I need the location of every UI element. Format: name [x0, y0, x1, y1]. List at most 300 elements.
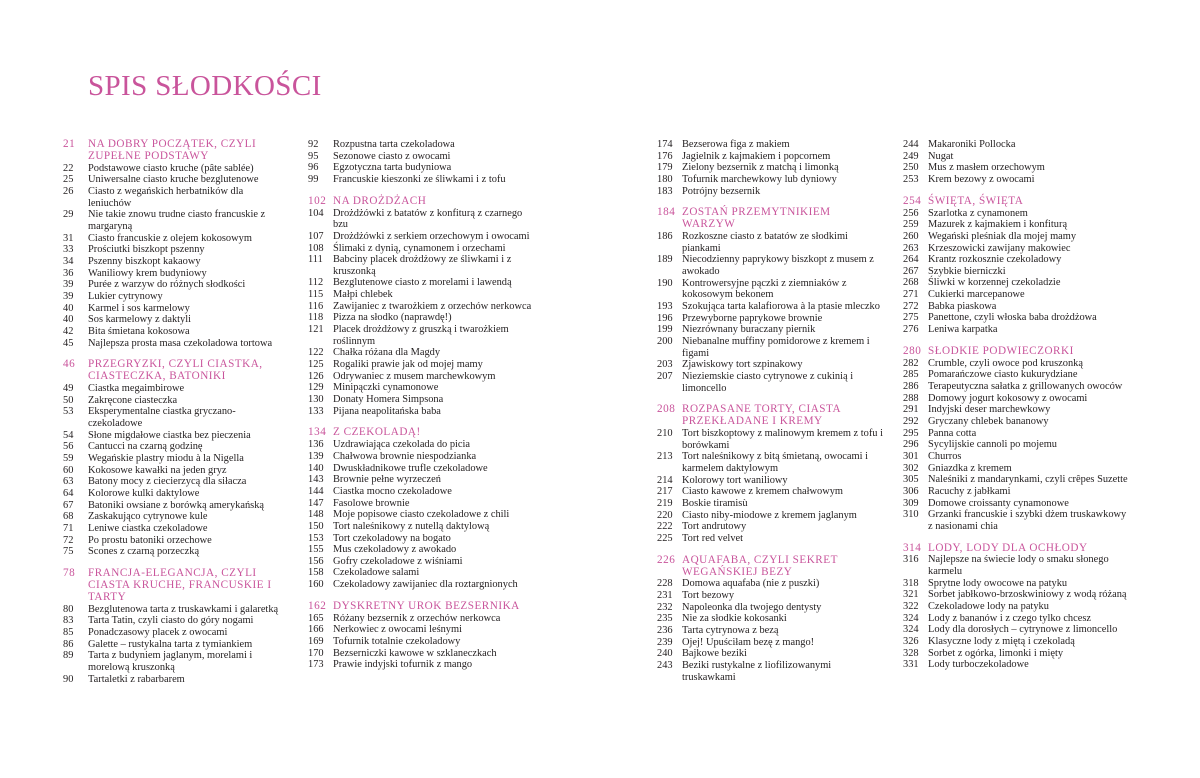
section-title: NA DOBRY POCZĄTEK, CZYLI ZUPEŁNE PODSTAWY [88, 138, 257, 162]
recipe-title: Sorbet z ogórka, limonki i mięty [928, 647, 1064, 659]
section-title: Z CZEKOLADĄ! [333, 426, 421, 439]
page-number: 71 [63, 523, 74, 534]
page-number: 268 [903, 277, 919, 289]
toc-entry [63, 441, 289, 453]
page-number: 150 [308, 520, 324, 532]
recipe-title: Klasyczne lody z miętą i czekoladą [928, 636, 1075, 647]
page-number: 80 [63, 603, 74, 615]
page-title: SPIS SŁODKOŚCI [88, 70, 322, 102]
page-number: 193 [657, 301, 673, 313]
toc-entry [63, 430, 289, 442]
page-number: 78 [63, 566, 76, 579]
recipe-title: Tort biszkoptowy z malinowym kremem z tofu i borówkami [682, 428, 883, 451]
recipe-title: Niebanalne muffiny pomidorowe z kremem i figami [682, 336, 870, 359]
toc-entry [308, 371, 534, 383]
toc-entry [657, 313, 883, 325]
page-number: 235 [657, 613, 673, 625]
page-number: 169 [308, 636, 324, 647]
recipe-title: Nie za słodkie kokosanki [682, 613, 787, 625]
toc-entry [63, 268, 289, 280]
toc-entry [657, 371, 883, 394]
toc-entry [657, 254, 883, 277]
toc-entry [308, 174, 534, 186]
page-number: 59 [63, 453, 74, 465]
toc-entry [657, 486, 883, 498]
toc-entry [657, 151, 883, 163]
toc-entry [308, 139, 534, 151]
toc-column-4 [903, 139, 1129, 671]
page-number: 179 [657, 162, 673, 174]
recipe-title: Uzdrawiająca czekolada do picia [333, 439, 471, 451]
recipe-title: Ciasto niby-miodowe z kremem jaglanym [682, 509, 857, 521]
recipe-title: Krzeszowicki zawijany makowiec [928, 242, 1071, 254]
toc-entry [63, 604, 289, 616]
page-number: 125 [308, 359, 324, 371]
toc-entry [63, 546, 289, 558]
page-number: 190 [657, 277, 673, 289]
toc-entry [903, 369, 1129, 381]
toc-entry [63, 174, 289, 186]
page-number: 260 [903, 230, 919, 242]
recipe-title: Nerkowiec z owocami leśnymi [333, 624, 462, 636]
toc-entry [903, 266, 1129, 278]
recipe-title: Tartaletki z rabarbarem [88, 673, 185, 685]
toc-entry [308, 533, 534, 545]
page-number: 239 [657, 636, 673, 648]
page-number: 228 [657, 578, 673, 590]
recipe-title: Gniazdka z kremem [928, 462, 1012, 474]
toc-entry [63, 163, 289, 175]
recipe-title: Ciasto kawowe z kremem chałwowym [682, 486, 844, 498]
recipe-title: Jagielnik z kajmakiem i popcornem [682, 150, 831, 162]
recipe-title: Zaskakująco cytrynowe kule [88, 511, 208, 523]
recipe-title: Moje popisowe ciasto czekoladowe z chili [333, 509, 510, 521]
page-number: 165 [308, 612, 324, 624]
recipe-title: Domowy jogurt kokosowy z owocami [928, 392, 1088, 404]
page-number: 111 [308, 254, 323, 266]
page-number: 143 [308, 474, 324, 486]
page-number: 53 [63, 406, 74, 418]
toc-entry [903, 219, 1129, 231]
toc-entry [63, 511, 289, 523]
page-number: 40 [63, 302, 74, 314]
page-number: 122 [308, 347, 324, 359]
recipe-title: Beziki rustykalne z liofilizowanymi truskawkami [682, 660, 832, 683]
toc-entry [903, 554, 1129, 577]
page-number: 331 [903, 659, 919, 671]
page-number: 244 [903, 139, 919, 150]
recipe-title: Szarlotka z cynamonem [928, 207, 1028, 219]
section-title: PRZEGRYZKI, CZYLI CIASTKA, CIASTECZKA, BATONIKI [88, 358, 263, 383]
toc-entry [903, 613, 1129, 625]
recipe-title: Różany bezsernik z orzechów nerkowca [333, 612, 501, 624]
page-number: 33 [63, 244, 74, 256]
recipe-title: Prościutki biszkopt pszenny [88, 244, 205, 256]
toc-entry [903, 301, 1129, 313]
toc-entry [63, 535, 289, 547]
page-number: 183 [657, 185, 673, 197]
recipe-title: Gofry czekoladowe z wiśniami [333, 555, 463, 567]
section-title: ROZPASANE TORTY, CIASTA PRZEKŁADANE I KREMY [682, 403, 841, 428]
page-number: 67 [63, 499, 74, 511]
page-number: 217 [657, 486, 673, 498]
page-number: 133 [308, 405, 324, 417]
recipe-title: Wegańskie plastry miodu à la Nigella [88, 453, 244, 465]
page-number: 155 [308, 544, 324, 556]
toc-entry [903, 139, 1129, 151]
toc-entry [657, 475, 883, 487]
recipe-title: Batony mocy z ciecierzycą dla siłacza [88, 476, 247, 488]
recipe-title: Uniwersalne ciasto kruche bezglutenowe [88, 174, 259, 186]
page-number: 136 [308, 439, 324, 451]
recipe-title: Placek drożdżowy z gruszką i twarożkiem roślinnym [333, 324, 509, 347]
page-number: 49 [63, 383, 74, 395]
toc-entry [657, 521, 883, 533]
toc-entry [308, 231, 534, 243]
page-number: 291 [903, 404, 919, 416]
section-title: NA DROŻDŻACH [333, 194, 427, 207]
page-number: 129 [308, 382, 324, 394]
recipe-title: Potrójny bezsernik [682, 185, 761, 197]
page-number: 162 [308, 599, 327, 612]
page-number: 158 [308, 567, 324, 579]
toc-entry [308, 324, 534, 347]
page-number: 309 [903, 497, 919, 509]
toc-entry [657, 278, 883, 301]
page-number: 116 [308, 300, 324, 312]
recipe-title: Chałwowa brownie niespodzianka [333, 450, 477, 462]
toc-entry [903, 463, 1129, 475]
page-number: 36 [63, 267, 74, 279]
toc-section-heading [308, 601, 534, 613]
toc-entry [657, 451, 883, 474]
section-title: ZOSTAŃ PRZEMYTNIKIEM WARZYW [682, 206, 831, 231]
toc-entry [657, 602, 883, 614]
page-number: 68 [63, 511, 74, 523]
recipe-title: Pomarańczowe ciasto kukurydziane [928, 369, 1078, 381]
toc-entry [903, 486, 1129, 498]
recipe-title: Panettone, czyli włoska baba drożdżowa [928, 312, 1097, 324]
toc-section-heading [903, 346, 1129, 358]
toc-section-heading [308, 196, 534, 208]
toc-entry [903, 659, 1129, 671]
page-number: 104 [308, 207, 324, 219]
page-number: 282 [903, 357, 919, 369]
page-number: 72 [63, 534, 74, 546]
toc-entry [308, 359, 534, 371]
recipe-title: Mus z masłem orzechowym [928, 162, 1045, 174]
toc-column-3 [657, 139, 883, 683]
page-number: 203 [657, 359, 673, 371]
recipe-title: Ciastka megaimbirowe [88, 383, 185, 395]
recipe-title: Terapeutyczna sałatka z grillowanych owoców [928, 380, 1123, 392]
recipe-title: Indyjski deser marchewkowy [928, 404, 1051, 416]
page-number: 272 [903, 300, 919, 312]
page-number: 166 [308, 624, 324, 636]
toc-entry [308, 208, 534, 231]
recipe-title: Purée z warzyw do różnych słodkości [88, 279, 246, 291]
recipe-title: Tarta z budyniem jaglanym, morelami i morelową kruszonką [88, 650, 253, 673]
toc-entry [308, 648, 534, 660]
recipe-title: Najlepsza prosta masa czekoladowa tortowa [88, 337, 273, 349]
toc-column-2 [308, 139, 534, 671]
page-number: 170 [308, 647, 324, 659]
toc-entry [308, 556, 534, 568]
page-number: 301 [903, 450, 919, 462]
recipe-title: Chałka różana dla Magdy [333, 347, 441, 359]
recipe-title: Rogaliki prawie jak od mojej mamy [333, 359, 483, 371]
recipe-title: Tort red velvet [682, 533, 744, 544]
toc-entry [657, 625, 883, 637]
toc-entry [657, 231, 883, 254]
toc-entry [657, 336, 883, 359]
page-number: 42 [63, 326, 74, 337]
toc-entry [308, 624, 534, 636]
toc-entry [657, 533, 883, 545]
recipe-title: Makaroniki Pollocka [928, 139, 1016, 150]
toc-entry [308, 277, 534, 289]
page-number: 296 [903, 439, 919, 451]
page-number: 253 [903, 173, 919, 185]
toc-entry [63, 476, 289, 488]
toc-entry [903, 589, 1129, 601]
page-number: 196 [657, 312, 673, 324]
toc-entry [657, 139, 883, 151]
recipe-title: Tort naleśnikowy z nutellą daktylową [333, 520, 490, 532]
toc-section-heading [657, 207, 883, 231]
toc-entry [903, 498, 1129, 510]
section-title: DYSKRETNY UROK BEZSERNIKA [333, 599, 520, 612]
toc-entry [63, 314, 289, 326]
page-number: 156 [308, 555, 324, 567]
page-number: 34 [63, 256, 74, 268]
recipe-title: Lody z bananów i z czego tylko chcesz [928, 612, 1092, 624]
recipe-title: Zielony bezsernik z matchą i limonką [682, 162, 839, 174]
recipe-title: Gryczany chlebek bananowy [928, 415, 1049, 427]
recipe-title: Tort naleśnikowy z bitą śmietaną, owocami i karmelem daktylowym [682, 451, 868, 475]
page-number: 31 [63, 232, 74, 244]
page-number: 54 [63, 429, 74, 441]
recipe-title: Fasolowe brownie [333, 497, 410, 509]
recipe-title: Ciasto z wegańskich herbatników dla leniuchów [88, 186, 244, 209]
page-number: 29 [63, 209, 74, 221]
toc-entry [63, 406, 289, 429]
toc-entry [903, 624, 1129, 636]
toc-entry [63, 279, 289, 291]
page-number: 259 [903, 219, 919, 231]
recipe-title: Mus czekoladowy z awokado [333, 544, 457, 556]
recipe-title: Sycylijskie cannoli po mojemu [928, 439, 1058, 451]
recipe-title: Przewyborne paprykowe brownie [682, 312, 823, 324]
page-number: 83 [63, 615, 74, 627]
toc-entry [308, 243, 534, 255]
toc-entry [63, 233, 289, 245]
page-number: 256 [903, 207, 919, 219]
page-number: 176 [657, 150, 673, 162]
toc-entry [903, 601, 1129, 613]
page-number: 107 [308, 230, 324, 242]
recipe-title: Śliwki w korzennej czekoladzie [928, 277, 1061, 289]
recipe-title: Krem bezowy z owocami [928, 173, 1035, 185]
toc-entry [63, 338, 289, 350]
toc-entry [308, 509, 534, 521]
toc-entry [903, 428, 1129, 440]
page-number: 39 [63, 291, 74, 303]
recipe-title: Pijana neapolitańska baba [333, 405, 441, 417]
toc-entry [308, 567, 534, 579]
toc-entry [308, 498, 534, 510]
toc-entry [308, 474, 534, 486]
toc-entry [657, 498, 883, 510]
page-number: 249 [903, 150, 919, 162]
recipe-title: Scones z czarną porzeczką [88, 546, 200, 558]
recipe-title: Słone migdałowe ciastka bez pieczenia [88, 429, 251, 441]
toc-entry [63, 291, 289, 303]
toc-section-heading [657, 404, 883, 428]
toc-entry [657, 578, 883, 590]
toc-section-heading [657, 555, 883, 579]
toc-entry [903, 648, 1129, 660]
page-number: 64 [63, 488, 74, 500]
toc-entry [657, 301, 883, 313]
page-number: 292 [903, 415, 919, 427]
toc-entry [308, 659, 534, 671]
toc-entry [903, 416, 1129, 428]
recipe-title: Szybkie bierniczki [928, 265, 1006, 277]
page-number: 186 [657, 231, 673, 243]
recipe-title: Podstawowe ciasto kruche (pâte sablée) [88, 162, 254, 174]
toc-section-heading [903, 543, 1129, 555]
page-number: 46 [63, 358, 76, 371]
recipe-title: Sos karmelowy z daktyli [88, 314, 192, 326]
toc-entry [657, 162, 883, 174]
toc-entry [903, 289, 1129, 301]
toc-entry [903, 578, 1129, 590]
toc-column-1 [63, 139, 289, 685]
page-number: 236 [657, 625, 673, 637]
recipe-title: Dwuskładnikowe trufle czekoladowe [333, 462, 488, 474]
page-number: 102 [308, 194, 327, 207]
recipe-title: Zakręcone ciasteczka [88, 394, 178, 406]
page-number: 40 [63, 314, 74, 326]
recipe-title: Bajkowe beziki [682, 648, 747, 660]
recipe-title: Nieziemskie ciasto cytrynowe z cukinią i limoncello [682, 370, 854, 394]
recipe-title: Ciastka mocno czekoladowe [333, 485, 452, 497]
toc-entry [308, 579, 534, 591]
recipe-title: Czekoladowe lody na patyku [928, 601, 1049, 613]
toc-entry [308, 347, 534, 359]
toc-entry [657, 186, 883, 198]
recipe-title: Sorbet jabłkowo-brzoskwiniowy z wodą różaną [928, 589, 1127, 601]
toc-entry [63, 500, 289, 512]
page-number: 324 [903, 612, 919, 624]
toc-entry [63, 395, 289, 407]
page-number: 208 [657, 403, 676, 416]
page-number: 25 [63, 174, 74, 186]
page-number: 207 [657, 370, 673, 382]
toc-entry [903, 404, 1129, 416]
page-number: 86 [63, 638, 74, 650]
recipe-title: Panna cotta [928, 427, 977, 439]
page-number: 263 [903, 242, 919, 254]
recipe-title: Czekoladowy zawijaniec dla roztargnionych [333, 579, 518, 591]
recipe-title: Batoniki owsiane z borówką amerykańską [88, 499, 265, 511]
page-number: 264 [903, 254, 919, 266]
page-number: 160 [308, 579, 324, 591]
page-number: 39 [63, 279, 74, 291]
recipe-title: Lody turboczekoladowe [928, 659, 1029, 671]
recipe-title: Boskie tiramisù [682, 498, 748, 510]
page-number: 306 [903, 485, 919, 497]
page-number: 288 [903, 392, 919, 404]
page-number: 314 [903, 541, 922, 554]
page-number: 219 [657, 498, 673, 510]
recipe-title: Babciny placek drożdżowy ze śliwkami i z kruszonką [333, 254, 512, 277]
recipe-title: Nugat [928, 150, 954, 162]
toc-section-heading [63, 359, 289, 383]
toc-entry [308, 521, 534, 533]
page-number: 213 [657, 451, 673, 463]
toc-entry [308, 636, 534, 648]
toc-entry [308, 439, 534, 451]
recipe-title: Waniliowy krem budyniowy [88, 267, 207, 279]
recipe-title: Donaty Homera Simpsona [333, 394, 444, 406]
recipe-title: Lukier cytrynowy [88, 291, 163, 303]
recipe-title: Babka piaskowa [928, 300, 997, 312]
toc-entry [308, 301, 534, 313]
page-number: 232 [657, 601, 673, 613]
toc-entry [903, 231, 1129, 243]
toc-entry [308, 312, 534, 324]
page-number: 318 [903, 577, 919, 589]
page-number: 225 [657, 533, 673, 544]
toc-entry [657, 428, 883, 451]
recipe-title: Ciasto francuskie z olejem kokosowym [88, 232, 252, 244]
recipe-title: Domowa aquafaba (nie z puszki) [682, 578, 820, 590]
toc-entry [657, 648, 883, 660]
recipe-title: Po prostu batoniki orzechowe [88, 534, 212, 546]
recipe-title: Eksperymentalne ciastka gryczano-czekoladowe [88, 406, 236, 430]
page-number: 139 [308, 450, 324, 462]
toc-entry [308, 162, 534, 174]
toc-section-heading [903, 196, 1129, 208]
recipe-title: Tarta cytrynowa z bezą [682, 625, 779, 637]
recipe-title: Zawijaniec z twarożkiem z orzechów nerkowca [333, 300, 532, 312]
recipe-title: Kokosowe kawałki na jeden gryz [88, 464, 227, 476]
toc-entry [63, 303, 289, 315]
recipe-title: Galette – rustykalna tarta z tymiankiem [88, 638, 253, 650]
toc-entry [657, 637, 883, 649]
toc-entry [903, 358, 1129, 370]
recipe-title: Nie takie znowu trudne ciasto francuskie z margaryną [88, 209, 266, 233]
toc-entry [903, 162, 1129, 174]
page-number: 200 [657, 336, 673, 347]
page-number: 22 [63, 162, 74, 174]
toc-entry [63, 186, 289, 209]
recipe-title: Czekoladowe salami [333, 567, 420, 579]
toc-entry [63, 209, 289, 232]
recipe-title: Cukierki marcepanowe [928, 289, 1025, 301]
page-number: 148 [308, 509, 324, 521]
toc-entry [903, 324, 1129, 336]
page-number: 222 [657, 521, 673, 533]
toc-entry [903, 381, 1129, 393]
recipe-title: Kontrowersyjne pączki z ziemniaków z kokosowym bekonem [682, 277, 847, 301]
toc-entry [308, 406, 534, 418]
page-number: 184 [657, 206, 676, 219]
recipe-title: Małpi chlebek [333, 289, 393, 301]
page-number: 60 [63, 464, 74, 476]
